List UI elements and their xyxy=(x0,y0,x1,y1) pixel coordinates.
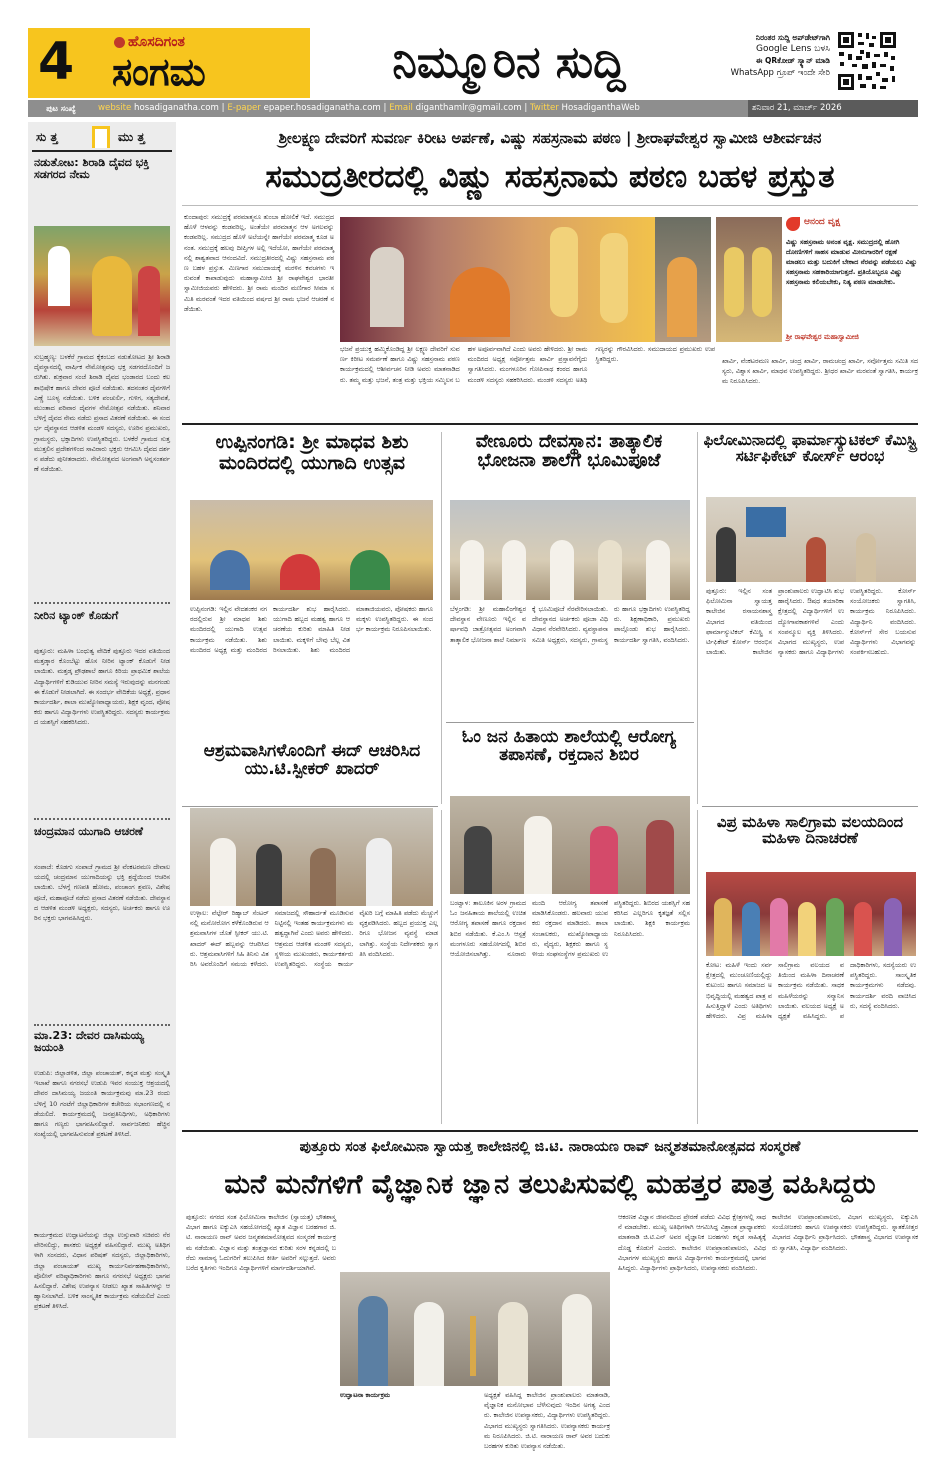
qr-promo xyxy=(700,32,830,80)
quote-author: ಶ್ರೀ ರಾಘವೇಶ್ವರ ಮಹಾಸ್ವಾಮೀಜಿ xyxy=(786,333,859,341)
quote-label: ಆನಂದ ವೃಕ್ಷ xyxy=(804,217,841,227)
story-b-title: ವೇಣೂರು ದೇವಸ್ಥಾನ: ತಾತ್ಕಾಲಿಕ ಭೋಜನಾ ಶಾಲೆಗೆ ಭೂಮಿಪೂಜೆ xyxy=(475,431,663,472)
story-e-photo xyxy=(450,796,690,894)
separator: | xyxy=(524,103,530,113)
date-text: ಶನಿವಾರ 21, ಮಾರ್ಚ್ 2026 xyxy=(752,103,842,113)
sidebar-body-2: ಪುತ್ತೂರು: ಮಹಿಳಾ ಬಂಧುತ್ವ ವೇದಿಕೆ ಪುತ್ತೂರು ಇದರ ವತಿಯಿಂದ ಮತ್ತಡ್ಕಾರ ಕೊಂಬೆಟ್ಟು ಹೊಸ ನೀರಿನ ಟ್ಯಾಂಕ್ ಕೊಡುಗೆ ನೀಡಲಾಯಿತು. ಮತ್ತಡ್ಕ ಪ್ರೌಢಶಾಲೆ ಹಾಗೂ ಕಿರಿಯ ಪ್ರಾಥಮಿಕ ಶಾಲೆಯ ವಿದ್ಯಾರ್ಥಿಗಳಿಗೆ ಕುಡಿಯುವ ನೀರಿನ ಸಮಸ್ಯೆ ಇರುವುದನ್ನು ಮನಗಂಡು ಈ ಕೊಡುಗೆ ನೀಡಲಾಗಿದೆ. ಈ ಸಂದರ್ಭ ವೇದಿಕೆಯ ಅಧ್ಯಕ್ಷೆ, ಪ್ರಧಾನ ಕಾರ್ಯದರ್ಶಿ, ಶಾಲಾ ಮುಖ್ಯೋಪಾಧ್ಯಾಯರು, ಶಿಕ್ಷಕ ವೃಂದ, ಪೋಷಕರು ಹಾಗೂ ವಿದ್ಯಾರ್ಥಿಗಳು ಉಪಸ್ಥಿತರಿದ್ದರು. ಸದಸ್ಯರು ಕಾರ್ಯಕ್ರಮದ ಯಶಸ್ಸಿಗೆ ಸಹಕರಿಸಿದರು. xyxy=(34,647,170,727)
story-c-photo xyxy=(706,497,916,582)
story-d-body: ಉಳ್ಳಾಲ: ವೆಲ್ಫೇರ್ ರಿಹ್ಯಾಬ್ ಸೆಂಟರ್ ನಲ್ಲಿ ಮನೋರೋಗ ಕಳೆಕೊಂಡಿರುವ ಆಶ್ರಮವಾಸಿಗಳ ಜೊತೆ ಸ್ಪೀಕರ್ ಯು.ಟಿ. ಖಾದರ್ ಈದ್ ಹಬ್ಬವನ್ನು ಆಚರಿಸಿದರು. ಆಶ್ರಮವಾಸಿಗಳಿಗೆ ಸಿಹಿ ತಿನಿಸು ವಿತರಿಸಿ ಅವರೊಂದಿಗೆ ಸಮಯ ಕಳೆದರು. ಸಮಾಜದಲ್ಲಿ ಸೌಹಾರ್ದತೆ ಮೂಡಿಸುವ ನಿಟ್ಟಿನಲ್ಲಿ ಇಂತಹ ಕಾರ್ಯಕ್ರಮಗಳು ಮಹತ್ವದ್ದಾಗಿವೆ ಎಂದು ಅವರು ಹೇಳಿದರು. ಆಶ್ರಮದ ಆಡಳಿತ ಮಂಡಳಿ ಸದಸ್ಯರು, ಸ್ಥಳೀಯ ಮುಖಂಡರು, ಕಾರ್ಯಕರ್ತರು ಉಪಸ್ಥಿತರಿದ್ದರು. ಸಂಸ್ಥೆಯ ಕಾರ್ಯವೈಖರಿ ಬಗ್ಗೆ ಮಾಹಿತಿ ಪಡೆದು ಮೆಚ್ಚುಗೆ ವ್ಯಕ್ತಪಡಿಸಿದರು. ಹಬ್ಬದ ಪ್ರಯುಕ್ತ ಎಲ್ಲರಿಗೂ ಭೋಜನ ವ್ಯವಸ್ಥೆ ಮಾಡಲಾಗಿತ್ತು. ಸಂಸ್ಥೆಯ ನಿರ್ದೇಶಕರು ಸ್ವಾಗತಿಸಿ ವಂದಿಸಿದರು. xyxy=(190,909,438,969)
sidebar-divider xyxy=(34,818,170,820)
sidebar-logo-left: ಸು ತ್ತ xyxy=(36,130,58,144)
promo-line: ನಿರಂತರ ಸುದ್ದಿ ಅಪ್‌ಡೇಟ್‌ಗಾಗಿ xyxy=(755,33,830,42)
brand-logo-dot xyxy=(114,37,125,48)
email-label: Email xyxy=(389,103,413,113)
section-title: ನಿಮ್ಮೂರಿನ ಸುದ್ದಿ xyxy=(392,37,626,88)
sidebar-title-1: ನಡುತೋಟ: ಶಿರಾಡಿ ದೈವದ ಭಕ್ತಿ ಸಡಗರದ ನೇಮ xyxy=(34,156,150,181)
bottom-photo xyxy=(340,1272,610,1386)
edition-label: ಪುಟ ಸಂಖ್ಯೆ xyxy=(46,104,76,113)
twitter-label: Twitter xyxy=(529,103,559,113)
door-icon xyxy=(92,126,110,148)
bottom-headline: ಮನೆ ಮನೆಗಳಿಗೆ ವೈಜ್ಞಾನಿಕ ಜ್ಞಾನ ತಲುಪಿಸುವಲ್ಲಿ ಮಹತ್ತರ ಪಾತ್ರ ವಹಿಸಿದ್ದರು xyxy=(224,1169,876,1200)
sidebar-title-4: ಮಾ.23: ದೇವರ ದಾಸಿಮಯ್ಯ ಜಯಂತಿ xyxy=(34,1029,145,1054)
story-b-photo xyxy=(450,500,690,600)
story-f-title: ವಿಪ್ರ ಮಹಿಳಾ ಸಾಲಿಗ್ರಾಮ ವಲಯದಿಂದ ಮಹಿಳಾ ದಿನಾಚರಣೆ xyxy=(716,813,904,848)
story-a-photo xyxy=(190,500,433,600)
leaf-icon xyxy=(786,217,800,231)
lead-body-far: ಖಾರ್ವಿ, ವೆಂಕಟರಮಣ ಖಾರ್ವಿ, ಚಂದ್ರ ಖಾರ್ವಿ, ರಾಮಚಂದ್ರ ಖಾರ್ವಿ, ಸರ್ವೋತ್ತಮ ಸಮಿತಿ ಸದಸ್ಯರು, ವಿಶ್ವಾಸ ಖಾರ್ವಿ, ಮಾಧವ ಉಪಸ್ಥಿತರಿದ್ದರು. ಶ್ರೀಧರ ಖಾರ್ವಿ ಮರವಂತೆ ಸ್ವಾಗತಿಸಿ, ಕಾರ್ಯಕ್ರಮ ನಿರೂಪಿಸಿದರು. xyxy=(722,357,918,386)
sidebar-logo xyxy=(32,126,172,148)
sidebar-body-1: ಸುಬ್ರಹ್ಮಣ್ಯ: ಬಳಕೆರೆ ಗ್ರಾಮದ ಕೈಕಂಬದ ನಡುತೋಟದ ಶ್ರೀ ಶಿರಾಡಿ ದೈವಸ್ಥಾನದಲ್ಲಿ ವಾರ್ಷಿಕ ನೇಮೋತ್ಸವವು ಭಕ್ತ ಸಡಗರದೊಂದಿಗೆ ಜರುಗಿತು. ಶುಕ್ರವಾರ ಸಂಜೆ ಶಿರಾಡಿ ದೈವದ ಭಂಡಾರದ ಬಂದು ಕಲಶಾಭಿಷೇಕ ಹಾಗೂ ದೇವರ ಪೂಜೆ ನಡೆಯಿತು. ತದನಂತರ ದೈವಗಳಿಗೆ ಎಣ್ಣೆ ಬೂಳ್ಯ ನಡೆಯಿತು. ಬಳಿಕ ಪಂಚುರ್ಲಿ, ಗುಳಿಗ, ಸತ್ಯದೇವತೆ, ಮುಂತಾದ ಪರಿವಾರ ದೈವಗಳ ನೇಮೋತ್ಸವ ನಡೆಯಿತು. ಶನಿವಾರ ಬೆಳಿಗ್ಗೆ ದೈವದ ನೇಮ ನಡೆದು ಪ್ರಸಾದ ವಿತರಣೆ ನಡೆಯಿತು. ಈ ಸಂದರ್ಭ ದೈವಸ್ಥಾನದ ಆಡಳಿತ ಮಂಡಳಿ ಸದಸ್ಯರು, ಊರಿನ ಪ್ರಮುಖರು, ಗ್ರಾಮಸ್ಥರು, ಭಕ್ತಾದಿಗಳು ಉಪಸ್ಥಿತರಿದ್ದರು. ಬಳಕೆರೆ ಗ್ರಾಮದ ಸುತ್ತಮುತ್ತಲಿನ ಪ್ರದೇಶಗಳಿಂದ ಸಾವಿರಾರು ಭಕ್ತರು ಆಗಮಿಸಿ ದೈವದ ದರ್ಶನ ಪಡೆದು ಪುನೀತರಾದರು. ನೇಮೋತ್ಸವದ ಅಂಗವಾಗಿ ಅನ್ನಸಂತರ್ಪಣೆ ನಡೆಯಿತು. xyxy=(34,353,170,474)
sidebar-body-5: ಕಾರ್ಯಕ್ರಮದ ಉದ್ಘಾಟನೆಯನ್ನು ಜಿಲ್ಲಾ ಉಸ್ತುವಾರಿ ಸಚಿವರು ನೆರವೇರಿಸಲಿದ್ದು, ಶಾಸಕರು ಅಧ್ಯಕ್ಷತೆ ವಹಿಸಲಿದ್ದಾರೆ. ಮುಖ್ಯ ಅತಿಥಿಗಳಾಗಿ ಸಂಸದರು, ವಿಧಾನ ಪರಿಷತ್ ಸದಸ್ಯರು, ಜಿಲ್ಲಾಧಿಕಾರಿಗಳು, ಜಿಲ್ಲಾ ಪಂಚಾಯತ್ ಮುಖ್ಯ ಕಾರ್ಯನಿರ್ವಹಣಾಧಿಕಾರಿಗಳು, ಪೊಲೀಸ್ ವರಿಷ್ಠಾಧಿಕಾರಿಗಳು ಹಾಗೂ ನಗರಸಭೆ ಅಧ್ಯಕ್ಷರು ಭಾಗವಹಿಸಲಿದ್ದಾರೆ. ವಿಶೇಷ ಉಪನ್ಯಾಸ ನೀಡಲು ಖ್ಯಾತ ಸಾಹಿತಿಗಳನ್ನು ಆಹ್ವಾನಿಸಲಾಗಿದೆ. ಬಳಿಕ ಸಾಂಸ್ಕೃತಿಕ ಕಾರ್ಯಕ್ರಮ ನಡೆಯಲಿದೆ ಎಂದು ಪ್ರಕಟಣೆ ತಿಳಿಸಿದೆ. xyxy=(34,1231,170,1311)
story-a-body: ಉಪ್ಪಿನಂಗಡಿ: ಇಲ್ಲಿನ ವೇದಶಂಕರ ನಗರದಲ್ಲಿರುವ ಶ್ರೀ ಮಾಧವ ಶಿಶು ಮಂದಿರದಲ್ಲಿ ಯುಗಾದಿ ಉತ್ಸವ ಕಾರ್ಯಕ್ರಮ ನಡೆಯಿತು. ಶಿಶು ಮಂದಿರದ ಅಧ್ಯಕ್ಷ ಮತ್ತು ಮಂದಿರದ ಕಾರ್ಯದರ್ಶಿ ಶುಭ ಹಾರೈಸಿದರು. ಯುಗಾದಿ ಹಬ್ಬದ ಮಹತ್ವ ಹಾಗೂ ಆಚರಣೆಯ ಕುರಿತು ಮಾಹಿತಿ ನೀಡಲಾಯಿತು. ಮಕ್ಕಳಿಗೆ ಬೇವು ಬೆಲ್ಲ ವಿತರಿಸಲಾಯಿತು. ಶಿಶು ಮಂದಿರದ ಮಾತಾಜಿಯವರು, ಪೋಷಕರು ಹಾಗೂ ಮಕ್ಕಳು ಉಪಸ್ಥಿತರಿದ್ದರು. ಈ ಸಂದರ್ಭ ಕಾರ್ಯಕ್ರಮ ನಿರೂಪಿಸಲಾಯಿತು. xyxy=(190,605,433,654)
story-b-body: ಬೆಳ್ತಂಗಡಿ: ಶ್ರೀ ಮಹಾಲಿಂಗೇಶ್ವರ ದೇವಸ್ಥಾನ ವೇಣೂರು ಇಲ್ಲಿನ ವರ್ಷಾವಧಿ ಜಾತ್ರೋತ್ಸವದ ಅಂಗವಾಗಿ ತಾತ್ಕಾಲಿಕ ಭೋಜನಾ ಶಾಲೆ ನಿರ್ಮಾಣಕ್ಕೆ ಭೂಮಿಪೂಜೆ ನೆರವೇರಿಸಲಾಯಿತು. ದೇವಸ್ಥಾನದ ಅರ್ಚಕರು ಪೂಜಾ ವಿಧಿ ವಿಧಾನ ನೆರವೇರಿಸಿದರು. ವ್ಯವಸ್ಥಾಪನಾ ಸಮಿತಿ ಅಧ್ಯಕ್ಷರು, ಸದಸ್ಯರು, ಗ್ರಾಮಸ್ಥರು ಹಾಗೂ ಭಕ್ತಾದಿಗಳು ಉಪಸ್ಥಿತರಿದ್ದರು. ಶಿಕ್ಷಣಾಧಿಕಾರಿ, ಪ್ರಮುಖರು ಪಾಲ್ಗೊಂಡು ಶುಭ ಹಾರೈಸಿದರು. ಕಾರ್ಯದರ್ಶಿ ಸ್ವಾಗತಿಸಿ, ವಂದಿಸಿದರು. xyxy=(450,605,690,644)
email-link[interactable]: diganthamlr@gmail.com xyxy=(415,103,522,113)
sidebar-body-4: ಉಡುಪಿ: ಜಿಲ್ಲಾಡಳಿತ, ಜಿಲ್ಲಾ ಪಂಚಾಯತ್, ಕನ್ನಡ ಮತ್ತು ಸಂಸ್ಕೃತಿ ಇಲಾಖೆ ಹಾಗೂ ನಗರಸಭೆ ಉಡುಪಿ ಇವರ ಸಂಯುಕ್ತ ಆಶ್ರಯದಲ್ಲಿ ದೇವರ ದಾಸಿಮಯ್ಯ ಜಯಂತಿ ಕಾರ್ಯಕ್ರಮವು ಮಾ.23 ರಂದು ಬೆಳಿಗ್ಗೆ 10 ಗಂಟೆಗೆ ಜಿಲ್ಲಾಧಿಕಾರಿಗಳ ಕಚೇರಿಯ ಸಭಾಂಗಣದಲ್ಲಿ ನಡೆಯಲಿದೆ. ಕಾರ್ಯಕ್ರಮದಲ್ಲಿ ಜನಪ್ರತಿನಿಧಿಗಳು, ಅಧಿಕಾರಿಗಳು ಹಾಗೂ ಗಣ್ಯರು ಭಾಗವಹಿಸಲಿದ್ದಾರೆ. ಸಾರ್ವಜನಿಕರು ಹೆಚ್ಚಿನ ಸಂಖ್ಯೆಯಲ್ಲಿ ಭಾಗವಹಿಸುವಂತೆ ಪ್ರಕಟಣೆ ತಿಳಿಸಿದೆ. xyxy=(34,1069,170,1139)
website-label: website xyxy=(98,103,132,113)
sidebar-divider xyxy=(34,602,170,604)
story-e-body: ಬಂಟ್ವಾಳ: ತಾಲೂಕಿನ ಅರಳ ಗ್ರಾಮದ ಓಂ ಜನಹಿತಾಯ ಶಾಲೆಯಲ್ಲಿ ಉಚಿತ ಆರೋಗ್ಯ ತಪಾಸಣೆ ಹಾಗೂ ರಕ್ತದಾನ ಶಿಬಿರ ನಡೆಯಿತು. ಕೆ.ಎಂ.ಸಿ ಆಸ್ಪತ್ರೆ ಮಂಗಳೂರು ಸಹಯೋಗದಲ್ಲಿ ಶಿಬಿರ ಆಯೋಜಿಸಲಾಗಿತ್ತು. ನೂರಾರು ಮಂದಿ ಆರೋಗ್ಯ ತಪಾಸಣೆ ಮಾಡಿಸಿಕೊಂಡರು. ಹಲವಾರು ಯುವಕರು ರಕ್ತದಾನ ಮಾಡಿದರು. ಶಾಲಾ ಸಂಚಾಲಕರು, ಮುಖ್ಯೋಪಾಧ್ಯಾಯರು, ವೈದ್ಯರು, ಶಿಕ್ಷಕರು ಹಾಗೂ ಸ್ಥಳೀಯ ಸಂಘಸಂಸ್ಥೆಗಳ ಪ್ರಮುಖರು ಉಪಸ್ಥಿತರಿದ್ದರು. ಶಿಬಿರದ ಯಶಸ್ಸಿಗೆ ಸಹಕರಿಸಿದ ಎಲ್ಲರಿಗೂ ಕೃತಜ್ಞತೆ ಸಲ್ಲಿಸಲಾಯಿತು. ಶಿಕ್ಷಕಿ ಕಾರ್ಯಕ್ರಮ ನಿರೂಪಿಸಿದರು. xyxy=(450,899,690,959)
column-divider xyxy=(441,432,442,804)
brand-small: ಹೊಸದಿಗಂತ xyxy=(128,34,185,50)
lead-divider xyxy=(182,205,918,206)
story-f-body: ಕೋಟ: ಮಹಿಳೆ ಇಂದು ಸರ್ವಕ್ಷೇತ್ರದಲ್ಲಿ ಮುಂಚೂಣಿಯಲ್ಲಿದ್ದು ಕುಟುಂಬ ಹಾಗೂ ಸಮಾಜದ ಅಭಿವೃದ್ಧಿಯಲ್ಲಿ ಮಹತ್ವದ ಪಾತ್ರ ವಹಿಸುತ್ತಿದ್ದಾಳೆ ಎಂದು ಅತಿಥಿಗಳು ಹೇಳಿದರು. ವಿಪ್ರ ಮಹಿಳಾ ಸಾಲಿಗ್ರಾಮ ವಲಯದ ವತಿಯಿಂದ ಮಹಿಳಾ ದಿನಾಚರಣೆ ಕಾರ್ಯಕ್ರಮ ನಡೆಯಿತು. ಸಾಧಕ ಮಹಿಳೆಯರನ್ನು ಸನ್ಮಾನಿಸಲಾಯಿತು. ವಲಯದ ಅಧ್ಯಕ್ಷೆ ಅಧ್ಯಕ್ಷತೆ ವಹಿಸಿದ್ದರು. ಪದಾಧಿಕಾರಿಗಳು, ಸದಸ್ಯೆಯರು ಉಪಸ್ಥಿತರಿದ್ದರು. ಸಾಂಸ್ಕೃತಿಕ ಕಾರ್ಯಕ್ರಮಗಳು ನಡೆದವು. ಕಾರ್ಯದರ್ಶಿ ವರದಿ ವಾಚಿಸಿದರು, ಸದಸ್ಯೆ ವಂದಿಸಿದರು. xyxy=(706,961,916,1021)
sidebar-title-2: ನೀರಿನ ಟ್ಯಾಂಕ್ ಕೊಡುಗೆ xyxy=(34,609,119,622)
quote-text: ವಿಷ್ಣು ಸಹಸ್ರನಾಮ ಅನಂತ ವೃಕ್ಷ. ಸಮುದ್ರದಲ್ಲಿ ಹೋಗಿ ದೋಣಿಗಳಿಗೆ ಸಾಹಸ ಮಾಡುವ ಮೀನುಗಾರರಿಗೆ ರಕ್ಷಣೆ ಮಾಡಲು ಮತ್ತು ಬದುಕಿಗೆ ಬೇಕಾದ ನೆರವನ್ನು ಪಡೆಯಲು ವಿಷ್ಣು ಸಹಸ್ರನಾಮ ಸಹಕಾರಿಯಾಗುತ್ತದೆ. ಪ್ರತಿಯೊಬ್ಬರೂ ವಿಷ್ಣು ಸಹಸ್ರನಾಮ ಕಲಿಯಬೇಕು, ನಿತ್ಯ ಪಠಣ ಮಾಡಬೇಕು. xyxy=(786,238,918,286)
bottom-body-right: ಆಕರಣಕ ವಿಜ್ಞಾನ ಜೀವನದಿಂದ ಪ್ರೇರಣೆ ಪಡೆದು ವಿವಿಧ ಕ್ಷೇತ್ರಗಳಲ್ಲಿ ಸಾಧನೆ ಮಾಡಬೇಕು. ಮುಖ್ಯ ಅತಿಥಿಗಳಾಗಿ ಆಗಮಿಸಿದ್ದ ವಿಶ್ರಾಂತ ಪ್ರಾಧ್ಯಾಪಕರು ಮಾತನಾಡಿ ಜಿ.ಟಿ.ಎನ್ ಅವರ ವೈಜ್ಞಾನಿಕ ಬರಹಗಳು ಕನ್ನಡ ಸಾಹಿತ್ಯಕ್ಕೆ ದೊಡ್ಡ ಕೊಡುಗೆ ಎಂದರು. ಕಾಲೇಜಿನ ಉಪಪ್ರಾಂಶುಪಾಲರು, ವಿವಿಧ ವಿಭಾಗಗಳ ಮುಖ್ಯಸ್ಥರು ಹಾಗೂ ವಿದ್ಯಾರ್ಥಿಗಳು ಕಾರ್ಯಕ್ರಮದಲ್ಲಿ ಭಾಗವಹಿಸಿದ್ದರು. ವಿದ್ಯಾರ್ಥಿಗಳು ಪ್ರಾರ್ಥಿಸಿದರು, ಉಪನ್ಯಾಸಕರು ವಂದಿಸಿದರು. xyxy=(618,1213,766,1273)
lead-photo-side xyxy=(655,217,711,342)
section-rule xyxy=(702,806,918,807)
column-divider xyxy=(697,810,698,1124)
masthead xyxy=(28,28,918,98)
sidebar-divider xyxy=(32,150,172,152)
lead-photo-idols xyxy=(716,217,782,342)
lead-photo-main xyxy=(340,217,655,342)
story-d-photo xyxy=(190,808,433,906)
story-f-photo xyxy=(706,872,916,956)
promo-line: Google Lens ಬಳಸಿ xyxy=(755,44,830,54)
bottom-body-far: ಕಾಲೇಜಿನ ಉಪಪ್ರಾಂಶುಪಾಲರು, ವಿಭಾಗ ಮುಖ್ಯಸ್ಥರು, ಐಕ್ಯುಎಸಿ ಸಂಯೋಜಕರು ಹಾಗೂ ಉಪನ್ಯಾಸಕರು ಉಪಸ್ಥಿತರಿದ್ದರು. ಸ್ನಾತಕೋತ್ತರ ವಿಭಾಗದ ವಿದ್ಯಾರ್ಥಿನಿ ಪ್ರಾರ್ಥಿಸಿದರು. ಭೌತಶಾಸ್ತ್ರ ವಿಭಾಗದ ಉಪನ್ಯಾಸಕರು ಸ್ವಾಗತಿಸಿ, ವಿದ್ಯಾರ್ಥಿ ವಂದಿಸಿದರು. xyxy=(772,1213,918,1252)
section-rule xyxy=(446,722,694,723)
separator: | xyxy=(221,103,228,113)
promo-line: ಈ QRಕೋಡ್ ಸ್ಕ್ಯಾನ್ ಮಾಡಿ xyxy=(755,56,830,65)
lead-headline: ಸಮುದ್ರತೀರದಲ್ಲಿ ವಿಷ್ಣು ಸಹಸ್ರನಾಮ ಪಠಣ ಬಹಳ ಪ್ರಸ್ತುತ xyxy=(265,159,835,195)
section-rule xyxy=(182,1130,918,1132)
bottom-body-left: ಪುತ್ತೂರು: ನಗರದ ಸಂತ ಫಿಲೋಮಿನಾ ಕಾಲೇಜಿನ (ಸ್ವಾಯತ್ತ) ಭೌತಶಾಸ್ತ್ರ ವಿಭಾಗ ಹಾಗೂ ಐಕ್ಯುಎಸಿ ಸಹಯೋಗದಲ್ಲಿ ಖ್ಯಾತ ವಿಜ್ಞಾನ ಬರಹಗಾರ ಜಿ.ಟಿ. ನಾರಾಯಣ ರಾವ್ ಅವರ ಜನ್ಮಶತಮಾನೋತ್ಸವದ ಸಂಸ್ಮರಣೆ ಕಾರ್ಯಕ್ರಮ ನಡೆಯಿತು. ವಿಜ್ಞಾನ ಮತ್ತು ತಂತ್ರಜ್ಞಾನದ ಕುರಿತು ಸರಳ ಕನ್ನಡದಲ್ಲಿ ಬರೆದು ಸಾಮಾನ್ಯ ಓದುಗರಿಗೆ ತಲುಪಿಸಿದ ಕೀರ್ತಿ ಅವರಿಗೆ ಸಲ್ಲುತ್ತದೆ. ಅವರು ಬರೆದ ಕೃತಿಗಳು ಇಂದಿಗೂ ವಿದ್ಯಾರ್ಥಿಗಳಿಗೆ ಮಾರ್ಗದರ್ಶಿಯಾಗಿವೆ. xyxy=(186,1213,336,1273)
separator: | xyxy=(383,103,390,113)
qr-code-icon[interactable] xyxy=(836,30,898,92)
lead-body-right: ಭಜನೆ ಪ್ರಯುಕ್ತ ಹಮ್ಮಿಕೊಂಡಿದ್ದ ಶ್ರೀ ಲಕ್ಷ್ಮಣ ದೇವರಿಗೆ ಸುವರ್ಣ ಕಿರೀಟ ಸಮರ್ಪಣೆ ಹಾಗೂ ವಿಷ್ಣು ಸಹಸ್ರನಾಮ ಪಠಣ ಕಾರ್ಯಕ್ರಮದಲ್ಲಿ ಆಶೀರ್ವಚನ ನೀಡಿ ಅವರು ಮಾತನಾಡಿದರು. ತಮ್ಮ ಮತ್ತು ಭಜನೆ, ತಂತ್ರ ಮತ್ತು ಭಕ್ತಿಯ ಸಮ್ಮಿಲನ ಬಹಳ ಅಪೂರ್ವವಾಗಿದೆ ಎಂದು ಅವರು ಹೇಳಿದರು. ಶ್ರೀ ರಾಮ ಮಂದಿರದ ಅಧ್ಯಕ್ಷ ಸರ್ವೋತ್ತಮ ಖಾರ್ವಿ ಪ್ರಸ್ತಾವನೆಗೈದು ಸ್ವಾಗತಿಸಿದರು. ಮಂಗಳೂರಿನ ಗೋಪಿನಾಥ ಕಂಠದ ಹಾಗೂ ಮಂಡಳಿ ಸದಸ್ಯರು ಸಹಕರಿಸಿದರು. ಮಂಡಳಿ ಸದಸ್ಯರು ಅತಿಥಿ ಗಣ್ಯರನ್ನು ಗೌರವಿಸಿದರು. ಸಮುದಾಯದ ಪ್ರಮುಖರು ಉಪಸ್ಥಿತರಿದ್ದರು. xyxy=(340,345,715,384)
lead-kicker: ಶ್ರೀಲಕ್ಷ್ಮಣ ದೇವರಿಗೆ ಸುವರ್ಣ ಕಿರೀಟ ಅರ್ಪಣೆ, ವಿಷ್ಣು ಸಹಸ್ರನಾಮ ಪಠಣ | ಶ್ರೀರಾಘವೇಶ್ವರ ಸ್ವಾಮೀಜಿ ಆಶೀರ್ವಚನ xyxy=(278,129,822,147)
section-rule xyxy=(182,423,918,425)
section-rule xyxy=(182,806,438,807)
sidebar-body-3: ಸಂಪಾಜೆ: ಕೊಡಗು ಸಂಪಾಜೆ ಗ್ರಾಮದ ಶ್ರೀ ವೆಂಕಟರಮಣ ದೇವಾಲಯದಲ್ಲಿ ಚಂದ್ರಮಾನ ಯುಗಾದಿಯನ್ನು ಭಕ್ತಿ ಶ್ರದ್ಧೆಯಿಂದ ಆಚರಿಸಲಾಯಿತು. ಬೆಳಗ್ಗೆ ಗಣಪತಿ ಹೋಮ, ಪಂಚಾಂಗ ಶ್ರವಣ, ವಿಶೇಷ ಪೂಜೆ, ಮಹಾಪೂಜೆ ನಡೆದು ಪ್ರಸಾದ ವಿತರಣೆ ನಡೆಯಿತು. ದೇವಸ್ಥಾನದ ಆಡಳಿತ ಮಂಡಳಿ ಅಧ್ಯಕ್ಷರು, ಸದಸ್ಯರು, ಅರ್ಚಕರು ಹಾಗೂ ಊರಿನ ಭಕ್ತರು ಭಾಗವಹಿಸಿದ್ದರು. xyxy=(34,863,170,923)
sidebar-divider xyxy=(34,1024,170,1026)
story-c-title: ಫಿಲೋಮಿನಾದಲ್ಲಿ ಫಾರ್ಮಾಸ್ಯುಟಿಕಲ್ ಕೆಮಿಸ್ಟ್ರಿ ಸರ್ಟಿಫಿಕೇಟ್ ಕೋರ್ಸ್ ಆರಂಭ xyxy=(703,431,917,466)
sidebar-title-3: ಚಂದ್ರಮಾನ ಯುಗಾದಿ ಆಚರಣೆ xyxy=(34,825,143,838)
sidebar-logo-right: ಮು ತ್ತ xyxy=(118,130,145,144)
column-divider xyxy=(441,810,442,1124)
epaper-link[interactable]: epaper.hosadiganatha.com xyxy=(263,103,381,113)
story-d-title: ಆಶ್ರಮವಾಸಿಗಳೊಂದಿಗೆ ಈದ್ ಆಚರಿಸಿದ ಯು.ಟಿ.ಸ್ಪೀಕರ್ ಖಾದರ್ xyxy=(203,741,421,780)
story-a-title: ಉಪ್ಪಿನಂಗಡಿ: ಶ್ರೀ ಮಾಧವ ಶಿಶು ಮಂದಿರದಲ್ಲಿ ಯುಗಾದಿ ಉತ್ಸವ xyxy=(215,431,409,474)
bottom-caption: ಉದ್ಘಾಟನಾ ಕಾರ್ಯಕ್ರಮ xyxy=(340,1391,390,1399)
twitter-link[interactable]: HosadiganthaWeb xyxy=(561,103,640,113)
bottom-kicker: ಪುತ್ತೂರು ಸಂತ ಫಿಲೋಮಿನಾ ಸ್ವಾಯತ್ತ ಕಾಲೇಜಿನಲ್ಲಿ ಜಿ.ಟಿ. ನಾರಾಯಣ ರಾವ್ ಜನ್ಮಶತಮಾನೋತ್ಸವದ ಸಂಸ್ಮರಣೆ xyxy=(299,1139,801,1155)
quote-box xyxy=(786,215,918,345)
epaper-label: E-paper xyxy=(227,103,261,113)
lead-body-left: ಕುಂದಾಪುರ: ಸಮುದ್ರಕ್ಕೆ ಪರಮಾತ್ಮನೂ ತುಂಬಾ ಹೋಲಿಕೆ ಇದೆ. ಸಮುದ್ರದ ಹೊಳೆ ಆಳವನ್ನು ಕಂಡವರಿಲ್ಲ, ಅಂತೆಯೇ ಪರಮಾತ್ಮನ ಆಳ ಅಗಲವನ್ನು ಕಂಡವರಿಲ್ಲ. ಸಮುದ್ರದ ಹೊಳೆ ಅಲೆಯನ್ನೇ ಹಾಗೆಯೇ ಪರಮಾತ್ಮ ಕೂಡ ಅನಂತ. ಸಮುದ್ರಕ್ಕೆ ಹಲವು ದೀಪ್ತಿಗಳ ಅಲ್ಲಿ ಇದೆಯೋ, ಹಾಗೆಯೇ ಪರಮಾತ್ಮನಲ್ಲಿ ಶಾಶ್ವತವಾದ ಆನಂದವಿದೆ. ಸಮುದ್ರತೀರದಲ್ಲಿ ವಿಷ್ಣು ಸಹಸ್ರನಾಮ ಪಠಣ ಬಹಳ ಪ್ರಸ್ತುತ. ಮಿಣಗಾರ ಸಮುದಾಯಕ್ಕೆ ಮರಳಿನ ಕವಚಗಳು ಇರುವಂತೆ ಕಾಪಾಡುವುದು ಮಹಾಸ್ವಾಮೀಜಿ ಶ್ರೀ ರಾಘವೇಶ್ವರ ಭಾರತೀ ಸ್ವಾಮೀಜಿಯವರು ಹೇಳಿದರು. ಶ್ರೀ ರಾಮ ಮಂದಿರ ಮಣಿಗಾರ ಸೀಮಾ ಸಮಿತಿ ಮರವಂತೆ ಇದರ ವತಿಯಿಂದ ವರ್ಷದ ಶ್ರೀ ರಾಮ ಭಜನೆ ಆಚರಣೆ ನಡೆಯಿತು. xyxy=(184,213,334,313)
story-e-title: ಓಂ ಜನ ಹಿತಾಯ ಶಾಲೆಯಲ್ಲಿ ಆರೋಗ್ಯ ತಪಾಸಣೆ, ರಕ್ತದಾನ ಶಿಬಿರ xyxy=(461,727,677,766)
website-link[interactable]: hosadiganatha.com xyxy=(134,103,219,113)
promo-line: WhatsApp ಗ್ರೂಪ್ ಇಂದೇ ಸೇರಿ xyxy=(730,68,830,78)
page-number: 4 xyxy=(38,32,75,92)
bottom-body-mid: ಅಧ್ಯಕ್ಷತೆ ವಹಿಸಿದ್ದ ಕಾಲೇಜಿನ ಪ್ರಾಂಶುಪಾಲರು ಮಾತನಾಡಿ, ವೈಜ್ಞಾನಿಕ ಮನೋಭಾವ ಬೆಳೆಸುವುದು ಇಂದಿನ ಅಗತ್ಯ ಎಂದರು. ಕಾಲೇಜಿನ ಉಪನ್ಯಾಸಕರು, ವಿದ್ಯಾರ್ಥಿಗಳು ಉಪಸ್ಥಿತರಿದ್ದರು. ವಿಭಾಗದ ಮುಖ್ಯಸ್ಥರು ಸ್ವಾಗತಿಸಿದರು. ಉಪನ್ಯಾಸಕರು ಕಾರ್ಯಕ್ರಮ ನಿರೂಪಿಸಿದರು. ಜಿ.ಟಿ. ನಾರಾಯಣ ರಾವ್ ಅವರ ಬದುಕು ಬರಹಗಳ ಕುರಿತು ಉಪನ್ಯಾಸ ನಡೆಯಿತು. xyxy=(484,1391,610,1451)
brand-large: ಸಂಗಮ xyxy=(112,50,206,94)
sidebar-photo-1 xyxy=(34,226,170,346)
column-divider xyxy=(697,432,698,804)
story-c-body: ಪುತ್ತೂರು: ಇಲ್ಲಿನ ಸಂತ ಫಿಲೋಮಿನಾ ಸ್ವಾಯತ್ತ ಕಾಲೇಜಿನ ರಸಾಯನಶಾಸ್ತ್ರ ವಿಭಾಗದ ವತಿಯಿಂದ ಫಾರ್ಮಾಸ್ಯುಟಿಕಲ್ ಕೆಮಿಸ್ಟ್ರಿ ಸರ್ಟಿಫಿಕೇಟ್ ಕೋರ್ಸ್ ಆರಂಭಿಸಲಾಯಿತು. ಕಾಲೇಜಿನ ಪ್ರಾಂಶುಪಾಲರು ಉದ್ಘಾಟಿಸಿ ಶುಭ ಹಾರೈಸಿದರು. ಔಷಧ ತಯಾರಿಕಾ ಕ್ಷೇತ್ರದಲ್ಲಿ ವಿದ್ಯಾರ್ಥಿಗಳಿಗೆ ಉದ್ಯೋಗಾವಕಾಶಗಳಿವೆ ಎಂದು ಸಂಪನ್ಮೂಲ ವ್ಯಕ್ತಿ ತಿಳಿಸಿದರು. ವಿಭಾಗದ ಮುಖ್ಯಸ್ಥರು, ಉಪನ್ಯಾಸಕರು ಹಾಗೂ ವಿದ್ಯಾರ್ಥಿಗಳು ಉಪಸ್ಥಿತರಿದ್ದರು. ಕೋರ್ಸ್ ಸಂಯೋಜಕರು ಸ್ವಾಗತಿಸಿ, ಕಾರ್ಯಕ್ರಮ ನಿರೂಪಿಸಿದರು. ವಿದ್ಯಾರ್ಥಿನಿ ವಂದಿಸಿದರು. ಕೋರ್ಸ್‌ಗೆ ಸೇರ ಬಯಸುವ ವಿದ್ಯಾರ್ಥಿಗಳು ವಿಭಾಗವನ್ನು ಸಂಪರ್ಕಿಸಬಹುದು. xyxy=(706,587,916,657)
contact-line xyxy=(98,100,738,117)
